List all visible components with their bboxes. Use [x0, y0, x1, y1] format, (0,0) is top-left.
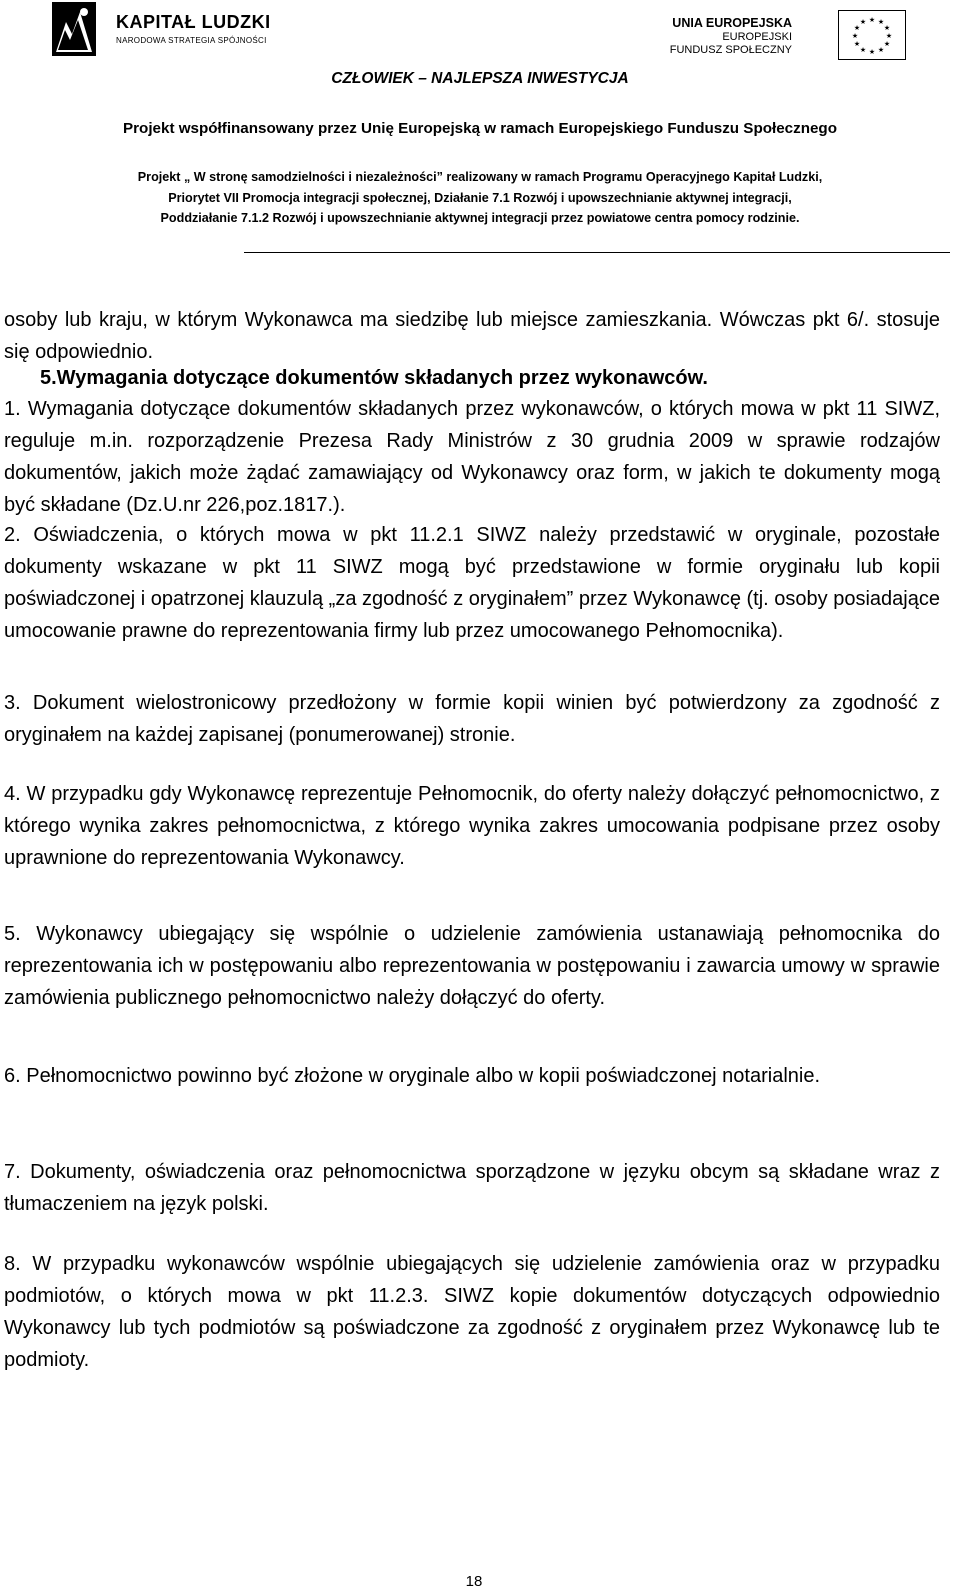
project-cofinancing-line: Projekt współfinansowany przez Unię Europejską w ramach Europejskiego Funduszu Społecznego: [123, 120, 837, 137]
svg-text:★: ★: [853, 40, 861, 48]
svg-text:★: ★: [851, 32, 859, 40]
eu-logo: [669, 10, 906, 70]
project-description-line: Projekt „ W stronę samodzielności i niezależności” realizowany w ramach Programu Operacyjnego Kapitał Ludzki,: [137, 170, 823, 184]
project-description: [0, 167, 960, 229]
list-item: 1. Wymagania dotyczące dokumentów składanych przez wykonawców, o których mowa w pkt 11 SIWZ, reguluje m.in. rozporządzenie Prezesa Rady Ministrów z 30 grudnia 2009 w sprawie rodzajów dokumentów, jakich może żądać zamawiający od Wykonawcy oraz form, w jakich te dokumenty mogą być składane (Dz.U.nr 226,poz.1817.).: [4, 398, 940, 516]
svg-text:★: ★: [868, 48, 876, 56]
svg-text:★: ★: [883, 40, 891, 48]
intro-paragraph: osoby lub kraju, w którym Wykonawca ma siedzibę lub miejsce zamieszkania. Wówczas pkt 6/. stosuje się odpowiednio.: [4, 309, 940, 363]
eu-logo-line3: FUNDUSZ SPOŁECZNY: [669, 44, 792, 56]
svg-text:★: ★: [853, 24, 861, 32]
eu-logo-text: [670, 16, 792, 57]
project-description-line: Poddziałanie 7.1.2 Rozwój i upowszechnianie aktywnej integracji przez powiatowe centra pomocy rodzinie.: [160, 211, 800, 225]
list-item: 4. W przypadku gdy Wykonawcę reprezentuje Pełnomocnik, do oferty należy dołączyć pełnomocnictwo, z którego wynika zakres pełnomocnictwa, z którego wynika zakres umocowania podpisane przez osoby uprawnione do reprezentowania Wykonawcy.: [4, 783, 940, 869]
eu-logo-line2: EUROPEJSKI: [722, 31, 792, 43]
list-item: 6. Pełnomocnictwo powinno być złożone w oryginale albo w kopii poświadczonej notarialnie.: [4, 1065, 821, 1087]
motto: CZŁOWIEK – NAJLEPSZA INWESTYCJA: [331, 70, 629, 87]
list-item: 8. W przypadku wykonawców wspólnie ubiegających się udzielenie zamówienia oraz w przypadku podmiotów, o których mowa w pkt 11.2.3. SIWZ kopie dokumentów dotyczących odpowiednio Wykonawcy lub tych podmiotów są poświadczone za zgodność z oryginałem przez Wykonawcę lub te podmioty.: [4, 1253, 940, 1371]
list-item: 2. Oświadczenia, o których mowa w pkt 11.2.1 SIWZ należy przedstawić w oryginale, pozostałe dokumenty wskazane w pkt 11 SIWZ mogą być przedstawione w formie oryginału lub kopii poświadczonej i opatrzonej klauzulą „za zgodność z oryginałem” przez Wykonawcę (tj. osoby posiadające umocowanie prawne do reprezentowania firmy lub przez umocowanego Pełnomocnika).: [4, 524, 940, 642]
list-item: 5. Wykonawcy ubiegający się wspólnie o udzielenie zamówienia ustanawiają pełnomocnika do reprezentowania ich w postępowaniu albo reprezentowania w postępowaniu i zawarcia umowy w sprawie zamówienia publicznego pełnomocnictwo należy dołączyć do oferty.: [4, 923, 940, 1009]
svg-text:★: ★: [868, 16, 876, 24]
header-divider: [244, 252, 950, 253]
svg-text:★: ★: [885, 32, 893, 40]
list-item: 7. Dokumenty, oświadczenia oraz pełnomocnictwa sporządzone w języku obcym są składane wraz z tłumaczeniem na język polski.: [4, 1161, 940, 1215]
page-number: 18: [465, 1573, 483, 1590]
kapital-ludzki-subtitle: NARODOWA STRATEGIA SPÓJNOŚCI: [116, 36, 267, 45]
section-heading: 5.Wymagania dotyczące dokumentów składanych przez wykonawców.: [40, 367, 708, 389]
svg-text:★: ★: [859, 46, 867, 54]
svg-text:★: ★: [859, 18, 867, 26]
svg-text:★: ★: [883, 24, 891, 32]
svg-text:★: ★: [877, 18, 885, 26]
list-item: 3. Dokument wielostronicowy przedłożony w formie kopii winien być potwierdzony za zgodność z oryginałem na każdej zapisanej (ponumerowanej) stronie.: [4, 692, 940, 746]
svg-text:★: ★: [877, 46, 885, 54]
eu-flag-icon: [838, 10, 906, 60]
kapital-ludzki-logo: [52, 2, 277, 64]
kapital-ludzki-title: KAPITAŁ LUDZKI: [116, 12, 271, 32]
project-description-line: Priorytet VII Promocja integracji społecznej, Działanie 7.1 Rozwój i upowszechnianie aktywnej integracji,: [168, 190, 792, 205]
kapital-ludzki-emblem-icon: [52, 2, 108, 58]
eu-logo-line1: UNIA EUROPEJSKA: [672, 16, 792, 30]
